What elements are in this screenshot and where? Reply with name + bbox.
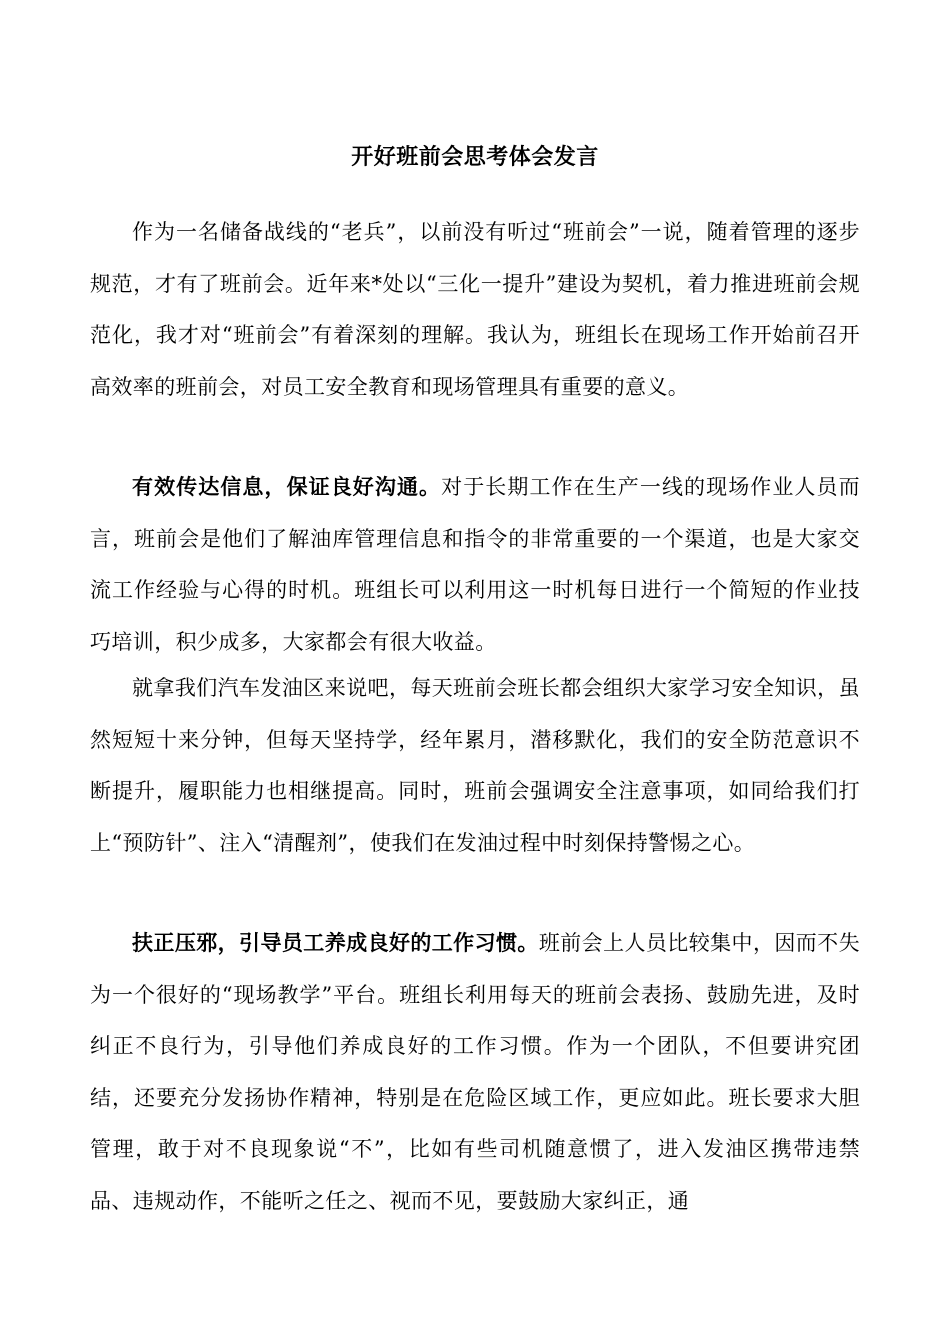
paragraph-text: 对于长期工作在生产一线的现场作业人员而言，班前会是他们了解油库管理信息和指令的非常重要的一个渠道，也是大家交流工作经验与心得的时机。班组长可以利用这一时机每日进行一个简短的作业技巧培训，积少成多，大家都会有很大收益。	[90, 475, 860, 654]
paragraph-communication	[90, 461, 860, 668]
paragraph-lead: 有效传达信息，保证良好沟通。	[132, 474, 442, 499]
paragraph-example	[90, 663, 860, 869]
paragraph-text: 作为一名储备战线的“老兵”，以前没有听过“班前会”一说，随着管理的逐步规范，才有了班前会。近年来*处以“三化一提升”建设为契机，着力推进班前会规范化，我才对“班前会”有着深刻的理解。我认为，班组长在现场工作开始前召开高效率的班前会，对员工安全教育和现场管理具有重要的意义。	[90, 220, 860, 399]
document-title: 开好班前会思考体会发言	[351, 144, 599, 170]
paragraph-text: 班前会上人员比较集中，因而不失为一个很好的“现场教学”平台。班组长利用每天的班前会表扬、鼓励先进，及时纠正不良行为，引导他们养成良好的工作习惯。作为一个团队，不但要讲究团结，还要充分发扬协作精神，特别是在危险区域工作，更应如此。班长要求大胆管理，敢于对不良现象说“不”，比如有些司机随意惯了，进入发油区携带违禁品、违规动作，不能听之任之、视而不见，要鼓励大家纠正，通	[90, 931, 860, 1213]
paragraph-habits	[90, 917, 860, 1227]
paragraph-intro	[90, 207, 860, 413]
paragraph-text: 就拿我们汽车发油区来说吧，每天班前会班长都会组织大家学习安全知识，虽然短短十来分钟，但每天坚持学，经年累月，潜移默化，我们的安全防范意识不断提升，履职能力也相继提高。同时，班前会强调安全注意事项，如同给我们打上“预防针”、注入“清醒剂”，使我们在发油过程中时刻保持警惕之心。	[90, 676, 860, 855]
paragraph-lead: 扶正压邪，引导员工养成良好的工作习惯。	[132, 930, 539, 955]
